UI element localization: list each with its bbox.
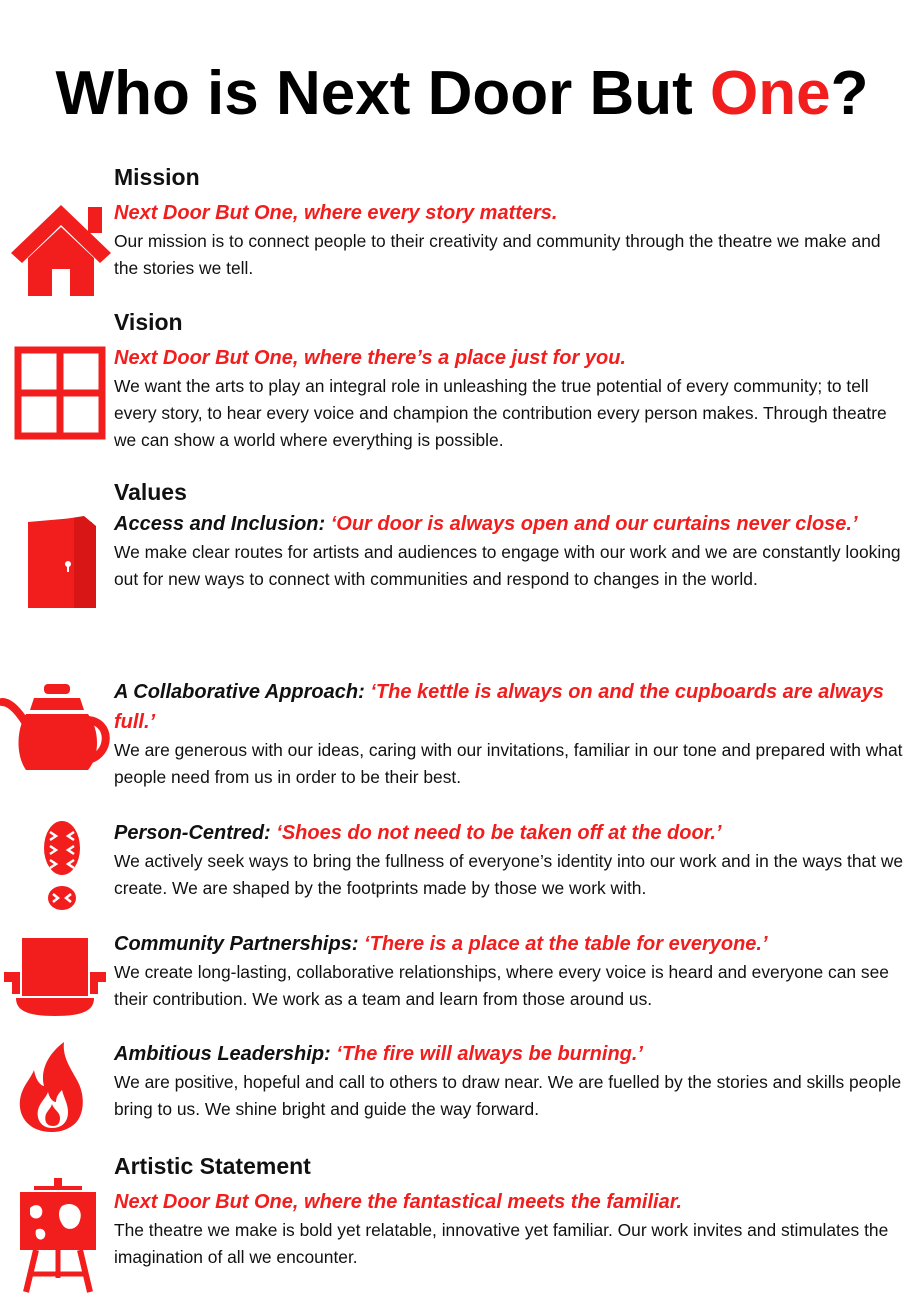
- title-end: ?: [830, 59, 869, 128]
- value-leadership: [114, 1039, 904, 1123]
- footprint-icon: [42, 820, 82, 912]
- values-heading: Values: [114, 479, 187, 505]
- mission-tagline: Next Door But One, where every story matters.: [114, 202, 558, 224]
- value-person-tag: [114, 818, 904, 848]
- value-collab-tag: [114, 677, 904, 737]
- value-access-body: We make clear routes for artists and audiences to engage with our work and we are constantly looking out for new ways to connect with communities and respond to changes in the world.: [114, 542, 901, 589]
- value-leadership-label: Ambitious Leadership:: [114, 1043, 331, 1065]
- value-access: [114, 509, 904, 593]
- vision-heading: Vision: [114, 309, 183, 335]
- value-community-tag: [114, 929, 904, 959]
- title-main: Who is Next Door But: [55, 59, 710, 128]
- artistic-tagline: Next Door But One, where the fantastical meets the familiar.: [114, 1191, 682, 1213]
- value-access-label: Access and Inclusion:: [114, 513, 326, 535]
- value-collab-body: We are generous with our ideas, caring with our invitations, familiar in our tone and prepared with what people need from us in order to be their best.: [114, 740, 903, 787]
- value-community-body: We create long-lasting, collaborative relationships, where every voice is heard and everyone can see their contribution. We work as a team and learn from those around us.: [114, 962, 889, 1009]
- mission-body: Our mission is to connect people to their creativity and community through the theatre we make and the stories we tell.: [114, 231, 881, 278]
- value-person-quote: ‘Shoes do not need to be taken off at the door.’: [270, 822, 722, 844]
- vision-body: We want the arts to play an integral role in unleashing the true potential of every community; to tell every story, to hear every voice and champion the contribution every person makes. Through theatre we can show a world where everything is possible.: [114, 376, 887, 450]
- armchair-icon: [2, 936, 108, 1018]
- mission-section: [114, 165, 904, 282]
- value-person-body: We actively seek ways to bring the fullness of everyone’s identity into our work and in the ways that we create. We are shaped by the footprints made by those we work with.: [114, 851, 904, 898]
- vision-section: [114, 310, 904, 454]
- value-collab-label: A Collaborative Approach:: [114, 681, 365, 703]
- kettle-icon: [0, 680, 114, 774]
- value-community-label: Community Partnerships:: [114, 933, 359, 955]
- flame-icon: [16, 1040, 88, 1134]
- door-icon: [24, 516, 98, 610]
- value-access-tag: [114, 509, 904, 539]
- window-icon: [14, 346, 106, 440]
- value-access-quote: ‘Our door is always open and our curtains never close.’: [325, 513, 858, 535]
- title-accent: One: [709, 59, 831, 128]
- value-leadership-body: We are positive, hopeful and call to others to draw near. We are fuelled by the stories and skills people bring to us. We shine bright and guide the way forward.: [114, 1072, 902, 1119]
- value-person: [114, 818, 904, 902]
- artistic-section: [114, 1154, 904, 1271]
- page-title: [0, 58, 924, 130]
- mission-heading: Mission: [114, 164, 200, 190]
- value-leadership-quote: ‘The fire will always be burning.’: [330, 1043, 643, 1065]
- artistic-body: The theatre we make is bold yet relatable, innovative yet familiar. Our work invites and stimulates the imagination of all we encounter.: [114, 1220, 889, 1267]
- value-person-label: Person-Centred:: [114, 822, 271, 844]
- artistic-heading: Artistic Statement: [114, 1153, 311, 1179]
- value-collab: [114, 677, 904, 791]
- house-icon: [8, 203, 114, 298]
- value-community-quote: ‘There is a place at the table for everyone.’: [358, 933, 768, 955]
- value-community: [114, 929, 904, 1013]
- value-collab-quote: ‘The kettle is always on and the cupboards are always full.’: [114, 681, 884, 733]
- easel-icon: [18, 1178, 98, 1294]
- value-leadership-tag: [114, 1039, 904, 1069]
- vision-tagline: Next Door But One, where there’s a place just for you.: [114, 347, 626, 369]
